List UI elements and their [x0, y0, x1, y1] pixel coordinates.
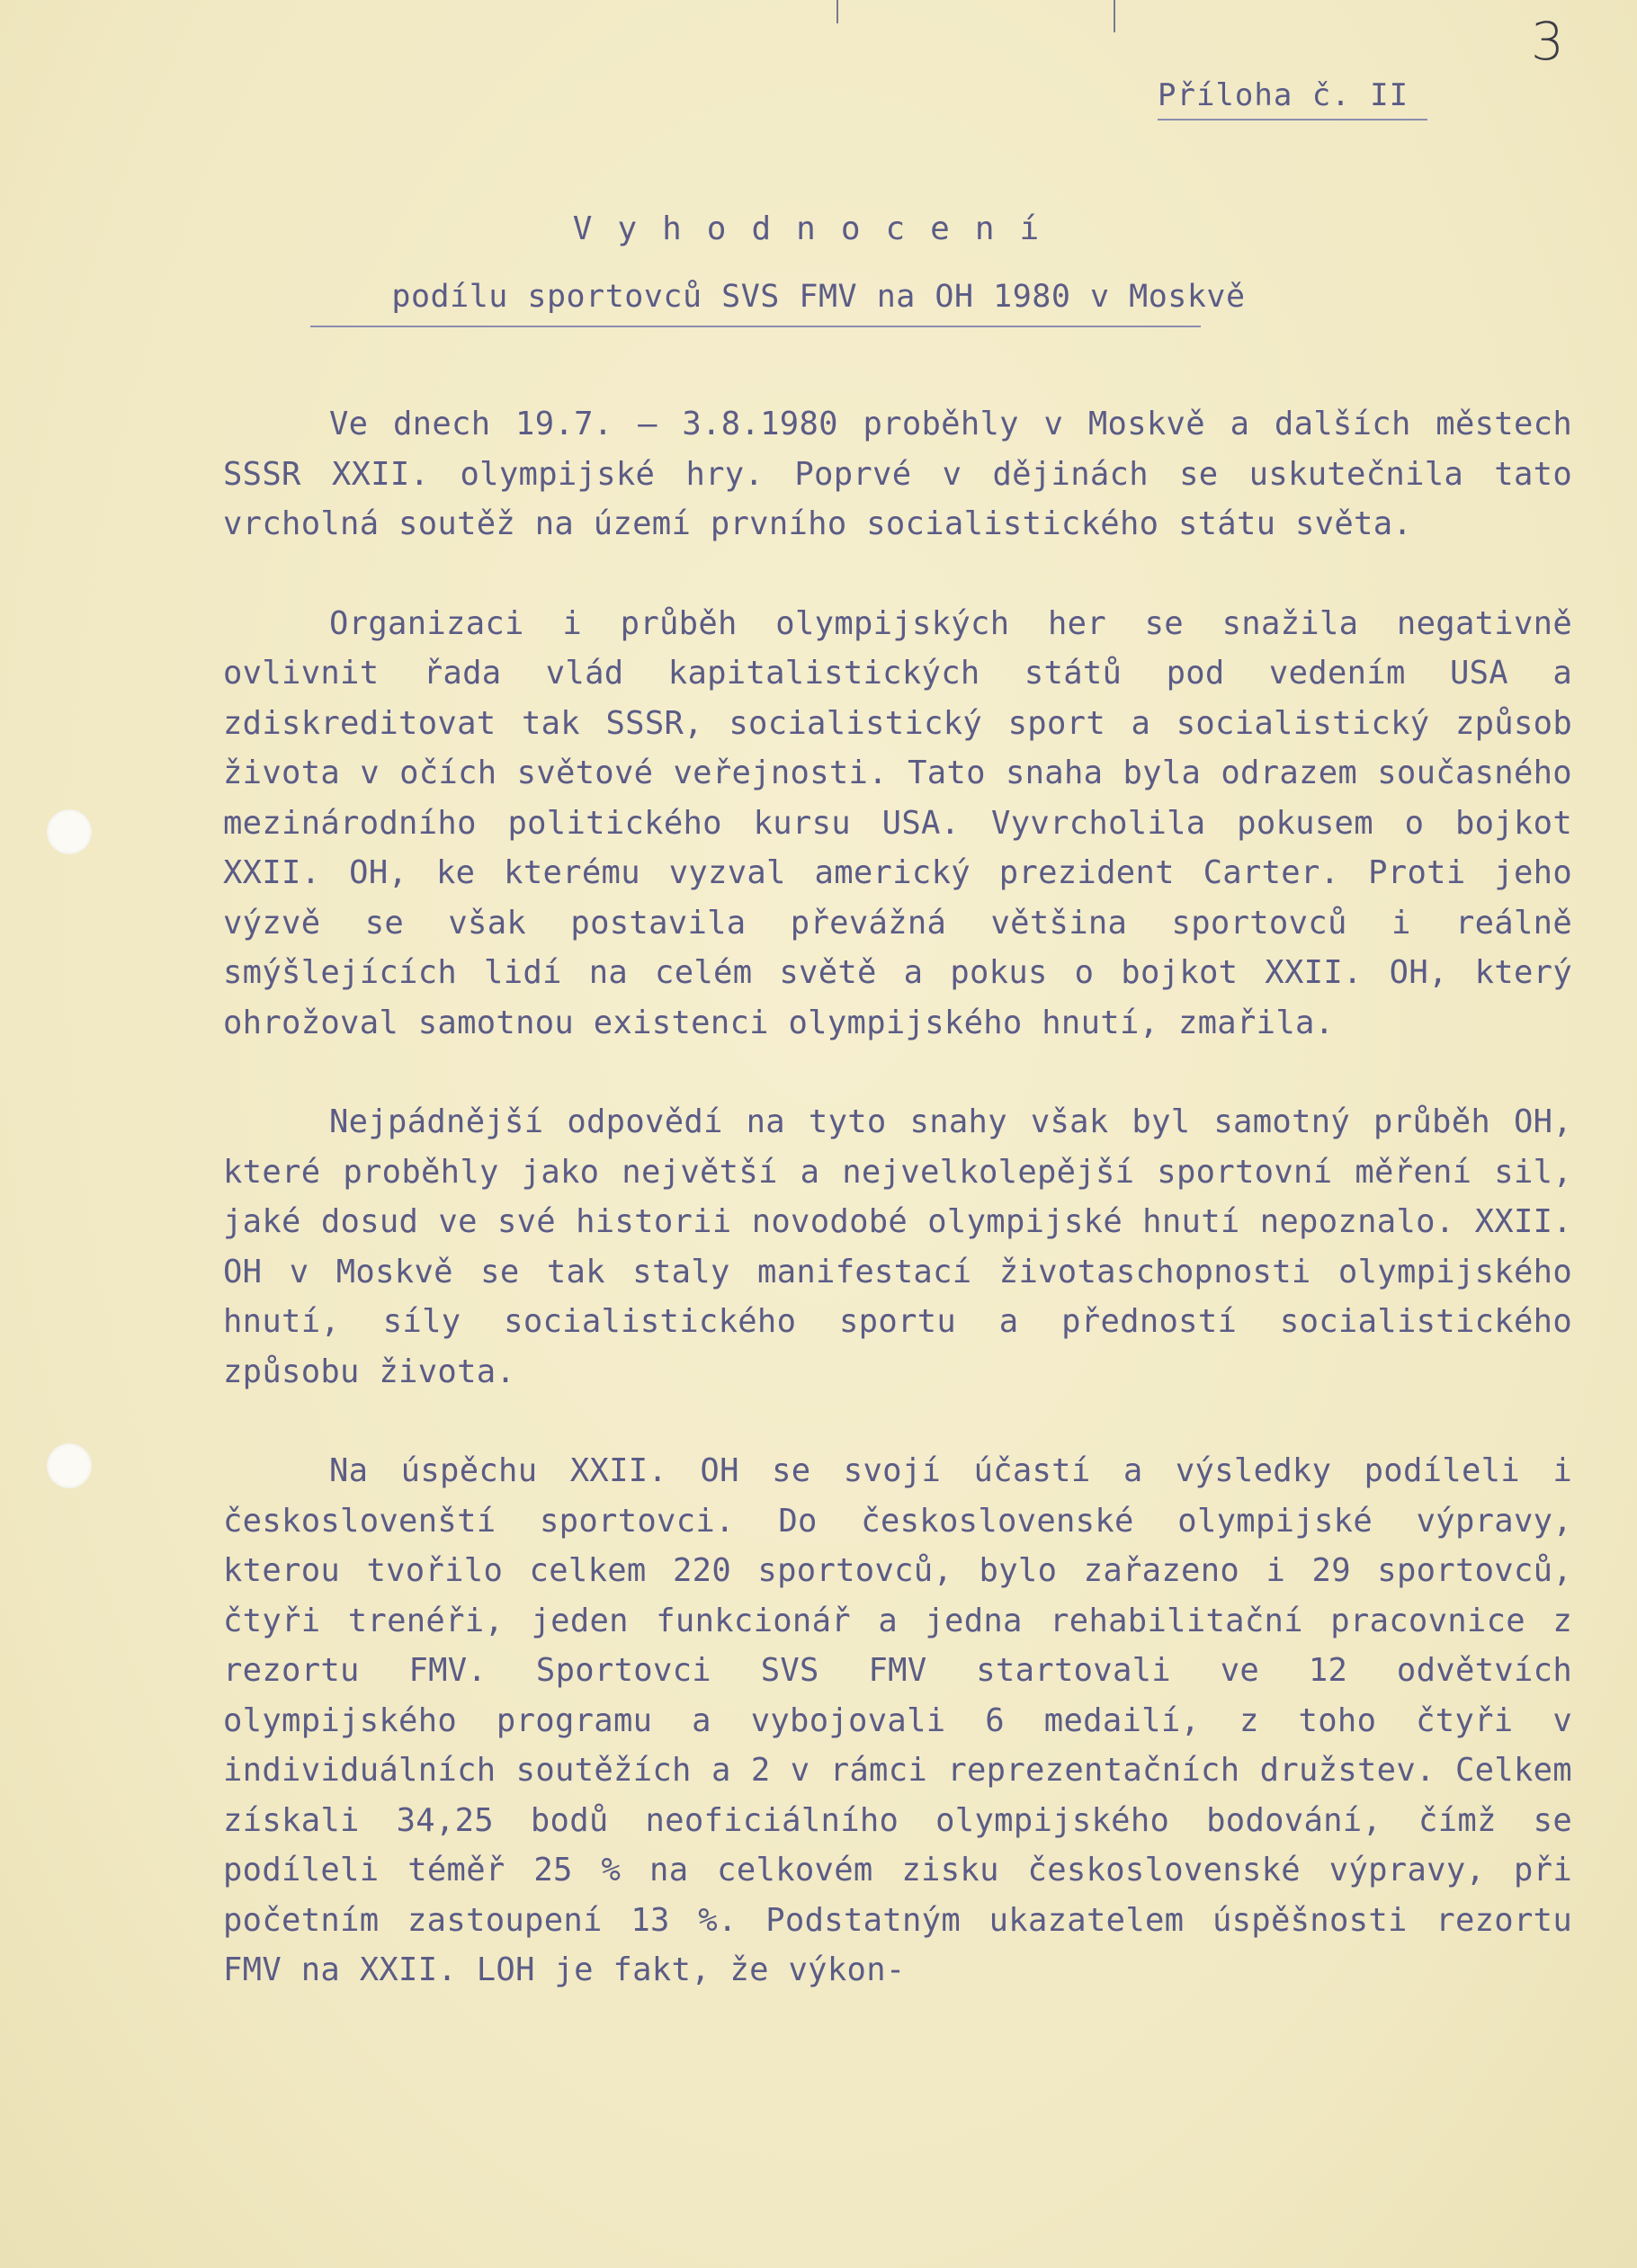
paragraph-2: Organizaci i průběh olympijských her se snažila negativně ovlivnit řada vlád kapitalistických států pod vedením USA a zdiskreditovat tak SSSR, socialistický sport a socialistický způsob života v očích světové veřejnosti. Tato snaha byla odrazem současného mezinárodního politického kursu USA. Vyvrcholila pokusem o bojkot XXII. OH, ke kterému vyzval americký prezident Carter. Proti jeho výzvě se však postavila převážná většina sportovců i reálně smýšlejících lidí na celém světě a pokus o bojkot XXII. OH, který ohrožoval samotnou existenci olympijského hnutí, zmařila. — [223, 604, 1572, 1041]
scan-mark — [1114, 0, 1115, 32]
page-number: 3 — [1531, 11, 1564, 72]
scan-mark — [836, 0, 838, 23]
attachment-label: Příloha č. II — [1158, 77, 1409, 113]
subtitle-underline — [310, 326, 1201, 327]
attachment-underline — [1158, 119, 1427, 121]
paragraph-1: Ve dnech 19.7. – 3.8.1980 proběhly v Moskvě a dalších městech SSSR XXII. olympijské hry. Poprvé v dějinách se uskutečnila tato vrcholná soutěž na území prvního socialistického státu světa. — [223, 406, 1572, 542]
punch-hole — [47, 1443, 92, 1488]
body-text — [223, 399, 1572, 2045]
paragraph-4: Na úspěchu XXII. OH se svojí účastí a výsledky podíleli i českoslovenští sportovci. Do československé olympijské výpravy, kterou tvořilo celkem 220 sportovců, bylo zařazeno i 29 sportovců, čtyři trenéři, jeden funkcionář a jedna rehabilitační pracovnice z rezortu FMV. Sportovci SVS FMV startovali ve 12 odvětvích olympijského programu a vybojovali 6 medailí, z toho čtyři v individuálních soutěžích a 2 v rámci reprezentačních družstev. Celkem získali 34,25 bodů neoficiálního olympijského bodování, čímž se podíleli téměř 25 % na celkovém zisku československé výpravy, při početním zastoupení 13 %. Podstatným ukazatelem úspěšnosti rezortu FMV na XXII. LOH je fakt, že výkon- — [223, 1452, 1572, 1988]
punch-hole — [47, 809, 92, 854]
paragraph-3: Nejpádnější odpovědí na tyto snahy však byl samotný průběh OH, které proběhly jako největší a nejvelkolepější sportovní měření sil, jaké dosud ve své historii novodobé olympijské hnutí nepoznalo. XXII. OH v Moskvě se tak staly manifestací životaschopnosti olympijského hnutí, síly socialistického sportu a předností socialistického způsobu života. — [223, 1103, 1572, 1390]
document-subtitle: podílu sportovců SVS FMV na OH 1980 v Moskvě — [391, 279, 1246, 315]
document-title: Vyhodnocení — [572, 210, 1065, 247]
